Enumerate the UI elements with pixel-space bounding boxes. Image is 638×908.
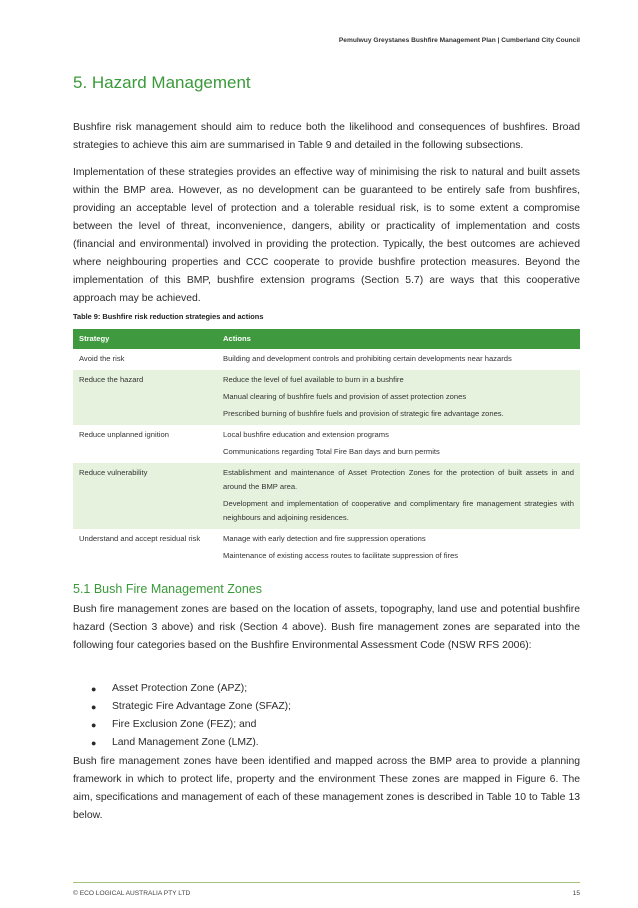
zones-list	[91, 680, 291, 752]
action-text: Development and implementation of cooperative and complimentary fire management strategies with neighbours and adjoining residences.	[223, 499, 574, 522]
action-text: Communications regarding Total Fire Ban days and burn permits	[223, 447, 440, 456]
action-text: Maintenance of existing access routes to facilitate suppression of fires	[223, 551, 459, 560]
action-text: Local bushfire education and extension programs	[223, 430, 389, 439]
action-text: Manage with early detection and fire suppression operations	[223, 534, 426, 543]
table-caption: Table 9: Bushfire risk reduction strategies and actions	[73, 312, 264, 321]
zones-mapping-paragraph: Bush fire management zones have been identified and mapped across the BMP area to provide a planning framework in which to protect life, property and the environment These zones are mapped in Figure 6. The aim, specifications and management of each of these management zones is described in Table 10 to Table 13 below.	[73, 756, 580, 821]
section-title: 5. Hazard Management	[73, 73, 251, 92]
header-actions: Actions	[217, 329, 580, 349]
list-item-text: Strategic Fire Advantage Zone (SFAZ);	[112, 701, 292, 712]
action-text: Prescribed burning of bushfire fuels and provision of strategic fire advantage zones.	[223, 409, 504, 418]
header-strategy: Strategy	[73, 329, 217, 349]
strategy-cell: Avoid the risk	[79, 354, 125, 363]
actions-cell	[217, 529, 580, 567]
footer-divider	[73, 882, 580, 883]
action-text: Building and development controls and prohibiting certain developments near hazards	[223, 354, 512, 363]
actions-cell	[217, 425, 580, 463]
bullet-icon: ●	[91, 738, 97, 748]
list-item	[91, 698, 291, 716]
list-item-text: Asset Protection Zone (APZ);	[112, 683, 248, 694]
intro-paragraph: Bushfire risk management should aim to reduce both the likelihood and consequences of bushfires. Broad strategies to achieve this aim are summarised in Table 9 and detailed in the following subsections.	[73, 122, 580, 151]
list-item-text: Fire Exclusion Zone (FEZ); and	[112, 719, 257, 730]
bullet-icon: ●	[91, 702, 97, 712]
bullet-icon: ●	[91, 720, 97, 730]
list-item	[91, 716, 291, 734]
table-row	[73, 425, 580, 463]
actions-cell	[217, 349, 580, 370]
strategy-cell: Understand and accept residual risk	[79, 534, 201, 543]
action-text: Manual clearing of bushfire fuels and provision of asset protection zones	[223, 392, 467, 401]
table-row	[73, 463, 580, 529]
actions-cell	[217, 370, 580, 425]
table-row	[73, 529, 580, 567]
table-row	[73, 349, 580, 370]
strategy-cell: Reduce unplanned ignition	[79, 430, 169, 439]
list-item	[91, 734, 291, 752]
running-header: Pemulwuy Greystanes Bushfire Management Plan | Cumberland City Council	[338, 37, 580, 44]
bullet-icon: ●	[91, 684, 97, 694]
strategy-cell: Reduce the hazard	[73, 370, 217, 425]
footer-copyright: © ECO LOGICAL AUSTRALIA PTY LTD	[73, 890, 191, 897]
strategy-cell: Reduce vulnerability	[73, 463, 217, 529]
action-text: Reduce the level of fuel available to burn in a bushfire	[223, 375, 404, 384]
page-number: 15	[572, 890, 580, 897]
implementation-paragraph: Implementation of these strategies provides an effective way of minimising the risk to natural and built assets within the BMP area. However, as no development can be guaranteed to be entirely safe from bushfires, providing an acceptable level of protection and a tolerable residual risk, is to some extent a compromise between the level of threat, inconvenience, dangers, ability or practicality of implementation and costs (financial and environmental) involved in providing the protection. Typically, the best outcomes are achieved where neighbouring properties and CCC cooperate to provide bushfire protection measures. Beyond the implementation of this BMP, bushfire extension programs (Section 5.7) are ways that this cooperative approach may be achieved.	[73, 167, 580, 304]
table-header-row	[73, 329, 580, 349]
list-item-text: Land Management Zone (LMZ).	[112, 737, 259, 748]
risk-strategy-table	[73, 329, 580, 567]
action-text: Establishment and maintenance of Asset Protection Zones for the protection of built assets in and around the BMP area.	[223, 468, 574, 491]
actions-cell	[217, 463, 580, 529]
subsection-title: 5.1 Bush Fire Management Zones	[73, 582, 262, 596]
table-row	[73, 370, 580, 425]
list-item	[91, 680, 291, 698]
zones-intro-paragraph: Bush fire management zones are based on the location of assets, topography, land use and potential bushfire hazard (Section 3 above) and risk (Section 4 above). Bush fire management zones are separated into the following four categories based on the Bushfire Environmental Assessment Code (NSW RFS 2006):	[73, 604, 580, 651]
